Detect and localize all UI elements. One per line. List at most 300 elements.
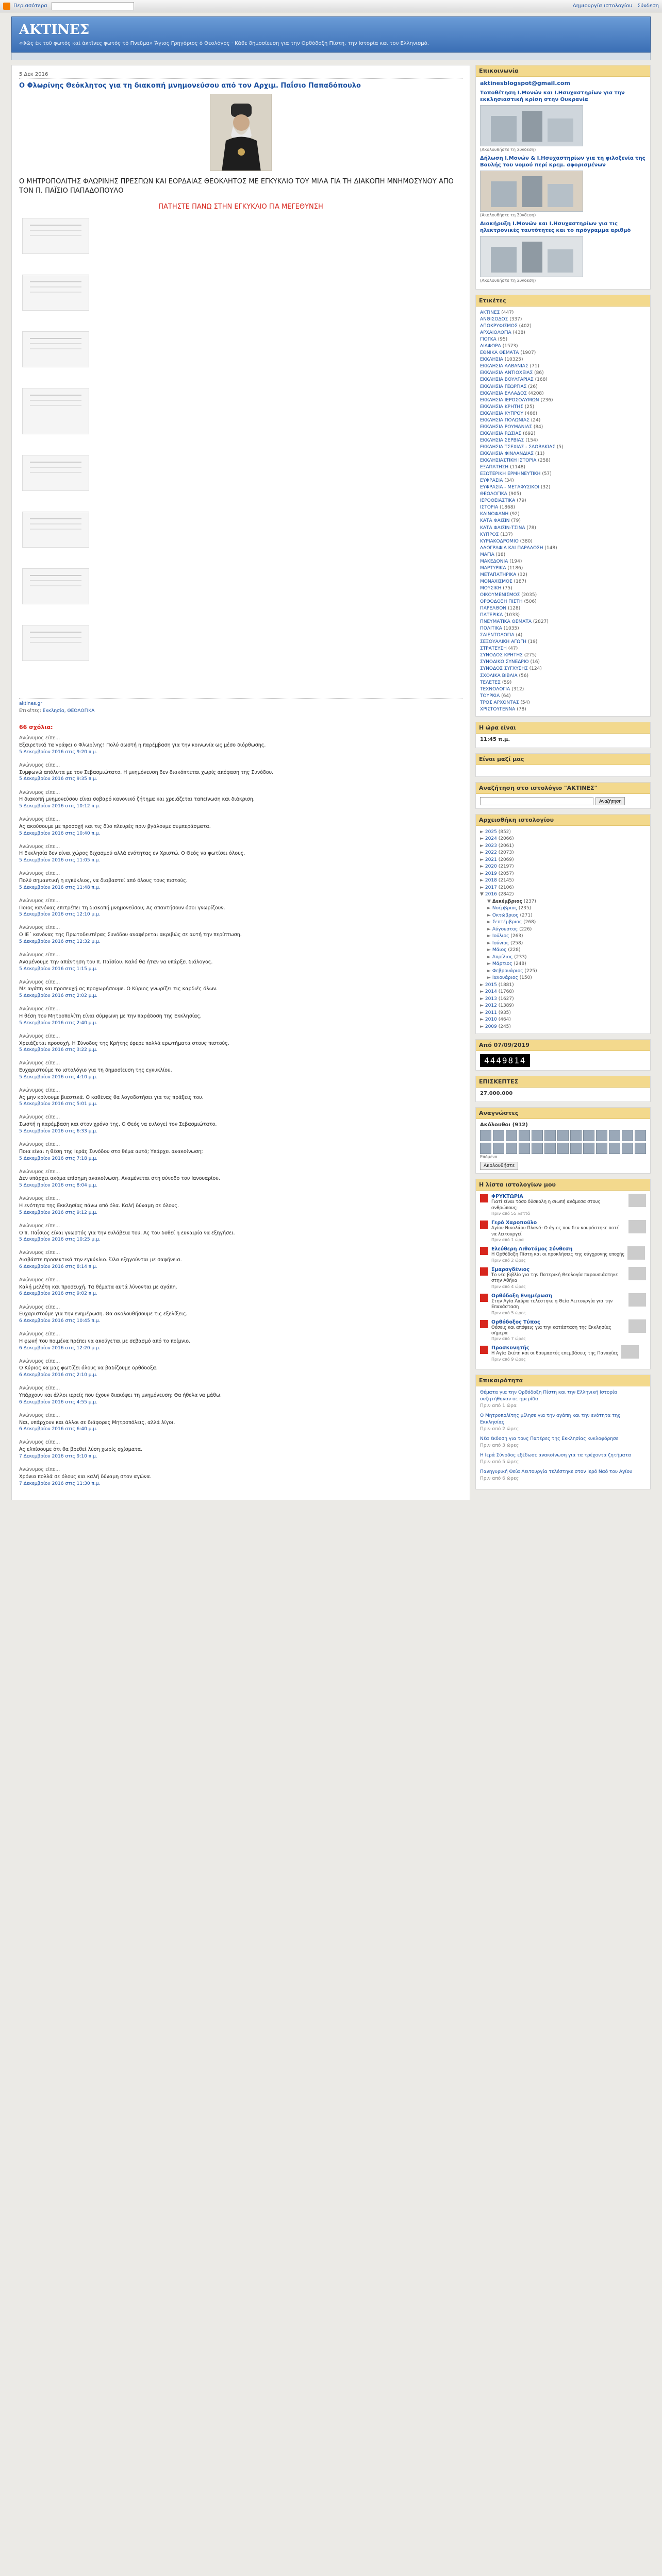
follower-avatar[interactable] [480,1130,491,1141]
blog-list-thumbnail[interactable] [628,1293,646,1307]
label-item [480,384,646,391]
epikairotita-title: Επικαιρότητα [476,1375,650,1386]
follower-avatar[interactable] [622,1143,633,1154]
collapsed-arrow-icon[interactable]: ► [480,996,484,1002]
encyclical-page-7[interactable] [22,568,89,604]
collapsed-arrow-icon[interactable]: ► [480,836,484,842]
collapsed-arrow-icon[interactable]: ► [487,920,491,925]
blog-list-post-link[interactable]: Το νέο βιβλίο για την Πατερική Θεολογία παρουσιάστηκε στην Αθήνα [491,1272,618,1284]
promos-list [480,90,646,283]
comment-timestamp-link[interactable]: 7 Δεκεμβρίου 2016 στις 11:30 π.μ. [19,1481,101,1486]
label-link[interactable]: ΕΚΚΛΗΣΙΑ ΡΩΣΙΑΣ [480,431,522,436]
blog-list-title-link[interactable]: Ελεύθερη Λιθοτόμος Σύνθεση [491,1246,573,1252]
archive-year-count: (2145) [498,878,514,884]
encyclical-page-3[interactable] [22,331,89,367]
expanded-arrow-icon[interactable]: ▼ [487,899,491,904]
label-link[interactable]: ΓΙΟΓΚΑ [480,337,496,343]
label-link[interactable]: ΣΥΝΟΔΙΚΟ ΣΥΝΕΔΡΙΟ [480,659,529,665]
collapsed-arrow-icon[interactable]: ► [480,857,484,862]
label-link[interactable]: ΕΚΚΛΗΣΙΑ ΡΟΥΜΑΝΙΑΣ [480,424,532,430]
promo-item[interactable] [480,221,646,283]
news-item [480,1389,646,1410]
post-title[interactable]: Ο Φλωρίνης Θεόκλητος για τη διακοπή μνημονεύσου από τον Αρχιμ. Παΐσιο Παπαδόπουλο [19,82,361,90]
comment-body: Ας ακούσουμε με προσοχή και τις δύο πλευρές πριν βγάλουμε συμπεράσματα. [19,823,211,829]
label-link[interactable]: ΙΣΤΟΡΙΑ [480,505,499,511]
label-link[interactable]: ΜΟΥΣΙΚΗ [480,585,502,591]
comment-timestamp-link[interactable]: 5 Δεκεμβρίου 2016 στις 6:33 μ.μ. [19,1129,97,1134]
label-count: (506) [524,599,537,605]
label-item [480,612,646,619]
comment-timestamp-link[interactable]: 6 Δεκεμβρίου 2016 στις 6:40 μ.μ. [19,1427,97,1432]
label-count: (148) [544,545,557,551]
comment-body: Η Εκκλησία δεν είναι χώρος διχασμού αλλά ενότητας εν Χριστώ. Ο Θεός να φωτίσει όλους. [19,851,245,857]
clock-time: 11:45 π.μ. [480,736,510,742]
contact-email-link[interactable]: aktinesblogspot@gmail.com [480,80,570,87]
archive-month [480,954,646,961]
news-age: Πριν από 3 ώρες [480,1443,519,1449]
label-count: (258) [538,458,551,464]
label-link[interactable]: ΕΚΚΛΗΣΙΑ ΣΕΡΒΙΑΣ [480,437,524,443]
archive-month [480,926,646,934]
encyclical-page-1[interactable] [22,218,89,254]
label-link[interactable]: ΚΑΙΝΟΦΑΝΗ [480,512,509,517]
archive-month-count: (237) [523,899,536,904]
label-count: (1186) [507,565,523,571]
news-link[interactable]: Νέα έκδοση για τους Πατέρες της Εκκλησίας κυκλοφόρησε [480,1436,619,1442]
follower-avatar[interactable] [506,1130,517,1141]
collapsed-arrow-icon[interactable]: ► [487,961,491,967]
comment-timestamp-link[interactable]: 5 Δεκεμβρίου 2016 στις 3:22 μ.μ. [19,1047,97,1053]
blog-title[interactable]: ΑΚΤΙΝΕΣ [19,22,90,38]
blog-list-age: Πριν από 2 ώρες [491,1258,526,1263]
comment-timestamp-link[interactable]: 5 Δεκεμβρίου 2016 στις 2:02 μ.μ. [19,993,97,999]
archive-month-link[interactable]: Ιανουάριος [492,975,518,981]
archive-month-link[interactable]: Αύγουστος [492,926,518,932]
label-link[interactable]: ΧΡΙΣΤΟΥΓΕΝΝΑ [480,706,516,712]
label-link[interactable]: ΕΚΚΛΗΣΙΑ ΓΕΩΡΓΙΑΣ [480,384,527,389]
archive-year-link[interactable]: 2016 [485,892,497,897]
comment-timestamp-link[interactable]: 6 Δεκεμβρίου 2016 στις 9:02 π.μ. [19,1291,97,1297]
collapsed-arrow-icon[interactable]: ► [480,1024,484,1029]
label-link[interactable]: ΕΘΝΙΚΑ ΘΕΜΑΤΑ [480,350,519,356]
label-count: (1573) [502,344,518,349]
collapsed-arrow-icon[interactable]: ► [487,906,491,911]
comment-timestamp-link[interactable]: 5 Δεκεμβρίου 2016 στις 12:32 μ.μ. [19,939,101,944]
source-link[interactable]: aktines.gr [19,701,42,707]
comment-timestamp-link[interactable]: 5 Δεκεμβρίου 2016 στις 5:01 μ.μ. [19,1101,97,1107]
archive-year-link[interactable]: 2010 [485,1017,497,1023]
archive-month-link[interactable]: Δεκέμβριος [492,899,522,904]
label-link[interactable]: ΚΑΤΑ ΦΑΙΣΙΝ [480,518,510,524]
promo-image[interactable] [480,171,583,212]
blog-list-thumbnail[interactable] [628,1220,646,1233]
blog-list-title-link[interactable]: ΦΡΥΚΤΩΡΙΑ [491,1194,523,1200]
label-link[interactable]: ΕΚΚΛΗΣΙΑ ΦΙΝΛΑΝΔΙΑΣ [480,451,534,456]
follower-avatar[interactable] [635,1130,646,1141]
follower-avatar[interactable] [622,1130,633,1141]
comment-timestamp-link[interactable]: 5 Δεκεμβρίου 2016 στις 9:12 μ.μ. [19,1210,97,1215]
collapsed-arrow-icon[interactable]: ► [480,885,484,890]
comment-timestamp-link[interactable]: 7 Δεκεμβρίου 2016 στις 9:10 π.μ. [19,1453,97,1459]
blog-list-post-link[interactable]: Στην Αγία Λαύρα τελέστηκε η Θεία Λειτουργία για την Επανάσταση [491,1298,613,1310]
label-link[interactable]: ΘΕΟΛΟΓΙΚΑ [480,492,507,497]
encyclical-page-4[interactable] [22,388,89,434]
archive-year-link[interactable]: 2024 [485,836,497,842]
label-item [480,693,646,700]
label-count: (78) [517,706,526,712]
label-link[interactable]: ΔΙΑΦΟΡΑ [480,344,501,349]
blog-list-thumbnail[interactable] [627,1246,645,1260]
news-link[interactable]: Ο Μητροπολίτης μίλησε για την αγάπη και την ενότητα της Εκκλησίας [480,1413,621,1426]
followers-next-link[interactable]: Επόμενο [480,1155,498,1160]
label-link[interactable]: ΤΕΛΕΤΕΣ [480,680,501,685]
create-blog-link[interactable]: Δημιουργία ιστολογίου [572,3,633,9]
blog-list-text [491,1194,625,1216]
label-item [480,451,646,457]
blog-list-post-link[interactable]: Αγίου Νικολάου Πλανά: Ο άγιος που δεν κουράστηκε ποτέ να λειτουργεί [491,1226,619,1237]
comment-body: Αναμένουμε την απάντηση του π. Παϊσίου. Καλό θα ήταν να υπάρξει διάλογος. [19,959,213,965]
comment [19,1331,462,1352]
label-item [480,323,646,330]
archive-widget [475,814,651,1035]
label-item [480,700,646,706]
label-count: (78) [526,525,536,531]
label-count: (236) [540,397,553,403]
follower-avatar[interactable] [570,1130,582,1141]
blog-list-thumbnail[interactable] [621,1345,639,1359]
archive-year-link[interactable]: 2015 [485,982,497,988]
label-link[interactable]: ΣΧΟΛΙΚΑ ΒΙΒΛΙΑ [480,673,518,679]
encyclical-page-5[interactable] [22,455,89,491]
label-link[interactable]: ΕΚΚΛΗΣΙΑ ΑΝΤΙΟΧΕΙΑΣ [480,370,533,376]
archive-month [480,961,646,968]
comment-timestamp-link[interactable]: 5 Δεκεμβρίου 2016 στις 7:18 μ.μ. [19,1156,97,1161]
blog-list-title-link[interactable]: Γερό Χαροπούλο [491,1220,537,1226]
archive-list [480,829,646,1031]
sign-in-link[interactable]: Σύνδεση [637,3,659,9]
comment-body: Η διακοπή μνημονεύσου είναι σοβαρό κανονικό ζήτημα και χρειάζεται ταπείνωση και διάκριση. [19,796,255,803]
comment-body: Ποιος κανόνας επιτρέπει τη διακοπή μνημονεύσου; Ας απαντήσουν όσοι γνωρίζουν. [19,905,225,911]
archive-year [480,857,646,864]
clock-title: Η ώρα είναι [476,722,650,734]
encyclical-page-8[interactable] [22,625,89,661]
archive-year-link[interactable]: 2019 [485,871,497,876]
label-link[interactable]: ΣΕΞΟΥΑΛΙΚΗ ΑΓΩΓΗ [480,639,526,645]
label-count: (75) [503,585,512,591]
label-link[interactable]: ΠΝΕΥΜΑΤΙΚΑ ΘΕΜΑΤΑ [480,619,532,625]
blog-list-item [480,1319,646,1342]
follower-avatar[interactable] [532,1130,543,1141]
archive-year [480,989,646,996]
collapsed-arrow-icon[interactable]: ► [480,864,484,870]
label-link[interactable]: ΚΥΡΙΑΚΟΔΡΟΜΙΟ [480,538,519,544]
label-link[interactable]: ΙΕΡΟΘΕΙΑΣΤΙΚΑ [480,498,516,504]
blog-list-title-link[interactable]: Ορθόδοξη Ενημέρωση [491,1293,552,1299]
label-count: (124) [529,666,542,672]
label-link[interactable]: ΤΕΧΝΟΛΟΓΙΑ [480,686,510,692]
label-count: (2035) [521,592,537,598]
follower-avatar[interactable] [544,1143,556,1154]
label-link[interactable]: ΣΥΝΟΔΟΣ ΣΥΓΧΥΣΗΣ [480,666,528,672]
blog-search-button[interactable]: Αναζήτηση [595,797,625,805]
label-link[interactable]: ΑΡΧΑΙΟΛΟΓΙΑ [480,330,511,336]
promo-image[interactable] [480,236,583,277]
comment-timestamp-link[interactable]: 5 Δεκεμβρίου 2016 στις 10:25 μ.μ. [19,1237,101,1243]
collapsed-arrow-icon[interactable]: ► [487,912,491,918]
label-link[interactable]: ΕΞΑΠΑΤΗΣΗ [480,465,509,470]
label-link[interactable]: ΕΚΚΛΗΣΙΑ ΙΕΡΟΣΟΛΥΜΩΝ [480,397,539,403]
label-link[interactable]: ΕΥΦΡΑΣΙΑ [480,478,503,484]
comment-author: Ανώνυμος είπε... [19,1385,60,1392]
blog-list-thumbnail[interactable] [628,1194,646,1207]
comment-timestamp-link[interactable]: 5 Δεκεμβρίου 2016 στις 1:15 μ.μ. [19,966,97,972]
blog-list-post-link[interactable]: Η Αγία Σκέπη και οι θαυμαστές επεμβάσεις της Παναγίας [491,1351,619,1357]
navbar-more-link[interactable]: Περισσότερα [13,3,47,9]
follower-avatar[interactable] [493,1143,504,1154]
archive-month-count: (226) [519,926,532,932]
comment-timestamp-link[interactable]: 5 Δεκεμβρίου 2016 στις 8:04 μ.μ. [19,1183,97,1189]
follower-avatar[interactable] [609,1143,620,1154]
collapsed-arrow-icon[interactable]: ► [487,940,491,946]
label-link[interactable]: ΕΚΚΛΗΣΙΑ ΕΛΛΑΔΟΣ [480,391,527,396]
label-item [480,417,646,424]
label-link[interactable]: ΚΥΠΡΟΣ [480,532,499,537]
follower-avatar[interactable] [532,1143,543,1154]
label-link[interactable]: ΕΚΚΛΗΣΙΑ ΚΡΗΤΗΣ [480,404,523,410]
label-link[interactable]: ΕΚΚΛΗΣΙΑ ΠΟΛΩΝΙΑΣ [480,417,529,423]
comment-body: Ποια είναι η θέση της Ιεράς Συνόδου στο θέμα αυτό; Υπάρχει ανακοίνωση; [19,1148,203,1155]
archive-month-count: (263) [510,934,523,939]
follower-avatar[interactable] [493,1130,504,1141]
comment-timestamp-link[interactable]: 6 Δεκεμβρίου 2016 στις 10:45 π.μ. [19,1318,101,1324]
collapsed-arrow-icon[interactable]: ► [480,843,484,849]
archive-month-link[interactable]: Νοέμβριος [492,906,518,911]
follower-avatar[interactable] [596,1143,607,1154]
label-link[interactable]: ΣΑΙΕΝΤΟΛΟΓΙΑ [480,633,515,638]
archive-month-link[interactable]: Ιούνιος [492,940,509,946]
promo-image[interactable] [480,105,583,146]
news-link[interactable]: Πανηγυρική Θεία Λειτουργία τελέστηκε στον Ιερό Ναό του Αγίου [480,1469,633,1475]
archive-month-link[interactable]: Φεβρουάριος [492,968,523,974]
label-link[interactable]: ΠΟΛΙΤΙΚΑ [480,626,502,632]
comment [19,1168,462,1190]
label-link[interactable]: ΛΑΟΓΡΑΦΙΑ ΚΑΙ ΠΑΡΑΔΟΣΗ [480,545,543,551]
follower-avatar[interactable] [583,1143,594,1154]
promo-title[interactable]: Διακήρυξη Ι.Μονών και Ι.Ησυχαστηρίων για τις ηλεκτρονικές ταυτότητες και το πρόγραμμα αριθμό [480,221,631,233]
archive-month-link[interactable]: Μάρτιος [492,961,512,967]
label-link[interactable]: ΣΥΝΟΔΟΣ ΚΡΗΤΗΣ [480,653,523,658]
news-age: Πριν από 2 ώρες [480,1427,519,1432]
label-link[interactable]: ΕΚΚΛΗΣΙΑ ΤΣΕΧΙΑΣ - ΣΛΟΒΑΚΙΑΣ [480,444,555,450]
collapsed-arrow-icon[interactable]: ► [480,982,484,988]
archive-year-count: (464) [498,1017,511,1023]
collapsed-arrow-icon[interactable]: ► [480,850,484,856]
collapsed-arrow-icon[interactable]: ► [480,829,484,835]
label-link[interactable]: ΕΚΚΛΗΣΙΑ ΑΛΒΑΝΙΑΣ [480,364,528,369]
label-link[interactable]: ΕΚΚΛΗΣΙΑ [480,357,503,363]
collapsed-arrow-icon[interactable]: ► [487,954,491,960]
blog-list-title-link[interactable]: Σμαραγδένιος [491,1266,529,1273]
label-link[interactable]: ΕΚΚΛΗΣΙΑ ΚΥΠΡΟΥ [480,411,523,416]
blog-list-title-link[interactable]: Ορθόδοξος Τύπος [491,1319,540,1325]
archive-year-link[interactable]: 2013 [485,996,497,1002]
news-link[interactable]: Η Ιερά Σύνοδος εξέδωσε ανακοίνωση για τα τρέχοντα ζητήματα [480,1453,632,1459]
comment-timestamp-link[interactable]: 5 Δεκεμβρίου 2016 στις 9:20 π.μ. [19,749,97,755]
blog-list-post-link[interactable]: Η Ορθόδοξη Πίστη και οι προκλήσεις της σύγχρονης εποχής [491,1252,625,1258]
encyclical-page-6[interactable] [22,512,89,548]
label-link[interactable]: ΑΝΘΙΣΟΔΟΣ [480,317,508,323]
label-link[interactable]: ΟΡΘΟΔΟΞΗ ΠΙΣΤΗ [480,599,523,605]
label-link[interactable]: ΤΟΥΡΚΙΑ [480,693,500,699]
label-link[interactable]: ΜΑΓΙΑ [480,552,494,557]
collapsed-arrow-icon[interactable]: ► [487,947,491,953]
comment-author: Ανώνυμος είπε... [19,1358,60,1364]
follower-avatar[interactable] [596,1130,607,1141]
archive-month [480,919,646,926]
collapsed-arrow-icon[interactable]: ► [480,1010,484,1015]
promo-item[interactable] [480,90,646,152]
blog-list-title: Η λίστα ιστολογίων μου [476,1179,650,1191]
promo-title[interactable]: Δήλωση Ι.Μονών & Ι.Ησυχαστηρίων για τη φιλοξενία της Βουλής του νομού περί κρεμ. αφορισμένων [480,156,646,168]
follower-avatar[interactable] [544,1130,556,1141]
label-link[interactable]: ΑΚΤΙΝΕΣ [480,310,500,315]
label-link[interactable]: ΠΑΡΕΛΘΟΝ [480,606,507,612]
collapsed-arrow-icon[interactable]: ► [480,871,484,876]
archive-year-link[interactable]: 2022 [485,850,497,856]
comment-timestamp-link[interactable]: 5 Δεκεμβρίου 2016 στις 9:35 π.μ. [19,776,97,782]
archive-year-link[interactable]: 2018 [485,878,497,884]
navbar-search-input[interactable] [52,2,134,10]
collapsed-arrow-icon[interactable]: ► [487,968,491,974]
archive-year-link[interactable]: 2025 [485,829,497,835]
collapsed-arrow-icon[interactable]: ► [487,975,491,981]
comment-timestamp-link[interactable]: 5 Δεκεμβρίου 2016 στις 10:40 π.μ. [19,831,101,836]
expanded-arrow-icon[interactable]: ▼ [480,892,484,897]
archive-year-link[interactable]: 2012 [485,1003,497,1009]
comment-timestamp-link[interactable]: 5 Δεκεμβρίου 2016 στις 11:05 π.μ. [19,858,101,863]
label-link[interactable]: ΜΕΤΑΠΑΤΗΡΙΚΑ [480,572,517,578]
label-link[interactable]: ΜΑΚΕΔΟΝΙΑ [480,558,508,564]
follower-avatar[interactable] [506,1143,517,1154]
archive-month-link[interactable]: Ιούλιος [492,934,509,939]
encyclical-page-2[interactable] [22,275,89,311]
blog-favicon-icon [480,1247,488,1255]
comment-timestamp-link[interactable]: 6 Δεκεμβρίου 2016 στις 4:55 μ.μ. [19,1399,97,1405]
follower-avatar[interactable] [635,1143,646,1154]
collapsed-arrow-icon[interactable]: ► [480,989,484,995]
comment [19,924,462,945]
label-link[interactable]: ΣΤΡΑΤΕΥΣΗ [480,646,507,652]
blog-list-thumbnail[interactable] [628,1267,646,1280]
label-link[interactable]: ΕΥΦΡΑΣΙΑ - ΜΕΤΑΦΥΣΙΚΟΙ [480,485,539,490]
comment-timestamp-link[interactable]: 5 Δεκεμβρίου 2016 στις 11:48 π.μ. [19,885,101,890]
label-link[interactable]: ΑΠΟΚΡΥΦΙΣΜΟΣ [480,324,518,329]
bishop-portrait[interactable] [210,94,272,171]
archive-year-link[interactable]: 2017 [485,885,497,890]
label-item [480,666,646,672]
follower-avatar[interactable] [480,1143,491,1154]
comment-timestamp-link[interactable]: 6 Δεκεμβρίου 2016 στις 2:10 μ.μ. [19,1372,97,1378]
follower-avatar[interactable] [557,1130,569,1141]
collapsed-arrow-icon[interactable]: ► [487,926,491,932]
followers-widget [475,1107,651,1174]
post-lead: Ο ΜΗΤΡΟΠΟΛΙΤΗΣ ΦΛΩΡΙΝΗΣ ΠΡΕΣΠΩΝ ΚΑΙ ΕΟΡΔΑΙΑΣ ΘΕΟΚΛΗΤΟΣ ΜΕ ΕΓΚΥΚΛΙΟ ΤΟΥ ΜΙΛΑ ΓΙΑ ΤΗ ΔΙΑΚΟΠΗ ΜΝΗΜΟΣΥΝΟΥ ΑΠΟ ΤΟΝ Π. ΠΑΪΣΙΟ ΠΑΠΑΔΟΠΟΥΛΟ [19,178,454,195]
comment-timestamp-link[interactable]: 6 Δεκεμβρίου 2016 στις 8:14 π.μ. [19,1264,97,1269]
collapsed-arrow-icon[interactable]: ► [487,934,491,939]
comment-body: Υπάρχουν και άλλοι ιερείς που έχουν διακόψει τη μνημόνευση; Θα ήθελα να μάθω. [19,1393,222,1399]
label-link[interactable]: ΤΡΟΣ ΑΡΧΟΝΤΑΣ [480,700,519,705]
archive-year-link[interactable]: 2014 [485,989,497,995]
follower-avatar[interactable] [609,1130,620,1141]
follower-avatar[interactable] [519,1143,530,1154]
label-link[interactable]: ΠΑΤΕΡΙΚΑ [480,613,503,618]
label-count: (79) [511,518,521,524]
label-link[interactable]: ΟΙΚΟΥΜΕΝΙΣΜΟΣ [480,592,520,598]
archive-year-count: (2061) [498,843,514,849]
comment-body: Πολύ σημαντική η εγκύκλιος, να διαβαστεί από όλους τους πιστούς. [19,878,188,884]
label-link[interactable]: ΕΚΚΛΗΣΙΑ ΒΟΥΛΓΑΡΙΑΣ [480,377,534,383]
since-widget [475,1039,651,1071]
sidebar [475,65,651,1500]
archive-month-link[interactable]: Απρίλιος [492,954,513,960]
comment-body: Η ενότητα της Εκκλησίας πάνω από όλα. Καλή δύναμη σε όλους. [19,1202,179,1209]
label-link[interactable]: ΕΞΩΤΕΡΙΚΗ ΕΡΜΗΝΕΥΤΙΚΗ [480,471,541,477]
label-link[interactable]: ΜΑΡΤΥΡΙΚΑ [480,565,506,571]
follower-avatar[interactable] [557,1143,569,1154]
comment-timestamp-link[interactable]: 5 Δεκεμβρίου 2016 στις 2:40 μ.μ. [19,1020,97,1026]
label-link[interactable]: ΚΑΤΑ ΦΑΙΣΙΝ-ΤΣΙΝΑ [480,525,525,531]
collapsed-arrow-icon[interactable]: ► [480,878,484,884]
archive-year-link[interactable]: 2021 [485,857,497,862]
label-link[interactable]: ΕΚΚΛΗΣΙΑΣΤΙΚΗ ΙΣΤΟΡΙΑ [480,458,537,464]
labels-caption: Ετικέτες: [19,708,41,714]
label-link[interactable]: ΜΟΝΑΧΙΣΜΟΣ [480,579,512,584]
archive-month-link[interactable]: Σεπτέμβριος [492,920,522,925]
blog-list-title-link[interactable]: Προσκυνητής [491,1345,529,1351]
blog-list-post-link[interactable]: Γιατί είναι τόσο δύσκολη η σιωπή ανάμεσα στους ανθρώπους; [491,1199,601,1211]
label-count: (1868) [500,505,515,511]
blog-list-post-link[interactable]: Θέσεις και απόψεις για την κατάσταση της Εκκλησίας σήμερα [491,1325,611,1336]
promo-title[interactable]: Τοποθέτηση Ι.Μονών και Ι.Ησυχαστηρίων για την εκκλησιαστική κρίση στην Ουκρανία [480,90,625,103]
blogger-logo-icon[interactable] [3,3,10,10]
follower-avatar[interactable] [519,1130,530,1141]
archive-year-link[interactable]: 2020 [485,864,497,870]
follower-avatar[interactable] [570,1143,582,1154]
comment-timestamp-link[interactable]: 5 Δεκεμβρίου 2016 στις 12:10 μ.μ. [19,912,101,918]
blog-search-input[interactable] [480,797,593,805]
comment-timestamp-link[interactable]: 6 Δεκεμβρίου 2016 στις 12:20 μ.μ. [19,1345,101,1351]
label-item [480,673,646,680]
comment-timestamp-link[interactable]: 5 Δεκεμβρίου 2016 στις 4:10 μ.μ. [19,1074,97,1080]
news-link[interactable]: Θέματα για την Ορθόδοξη Πίστη και την Ελληνική Ιστορία συζητήθηκαν σε ημερίδα [480,1389,618,1402]
blog-list-thumbnail[interactable] [628,1319,646,1333]
promo-item[interactable] [480,155,646,217]
post-labels-link[interactable]: Εκκλησία, ΘΕΟΛΟΓΙΚΑ [42,708,95,714]
archive-year-link[interactable]: 2011 [485,1010,497,1015]
comment-author: Ανώνυμος είπε... [19,1304,60,1310]
archive-month-link[interactable]: Μάιος [492,947,507,953]
archive-year-link[interactable]: 2023 [485,843,497,849]
follow-button[interactable]: Ακολουθήστε [480,1162,518,1170]
collapsed-arrow-icon[interactable]: ► [480,1017,484,1023]
collapsed-arrow-icon[interactable]: ► [480,1003,484,1009]
follower-avatar[interactable] [583,1130,594,1141]
label-count: (59) [502,680,512,685]
archive-month-link[interactable]: Οκτώβριος [492,912,519,918]
archive-year-link[interactable]: 2009 [485,1024,497,1029]
comment-timestamp-link[interactable]: 5 Δεκεμβρίου 2016 στις 10:12 π.μ. [19,804,101,809]
blog-list-age: Πριν από 5 ώρες [491,1310,526,1315]
